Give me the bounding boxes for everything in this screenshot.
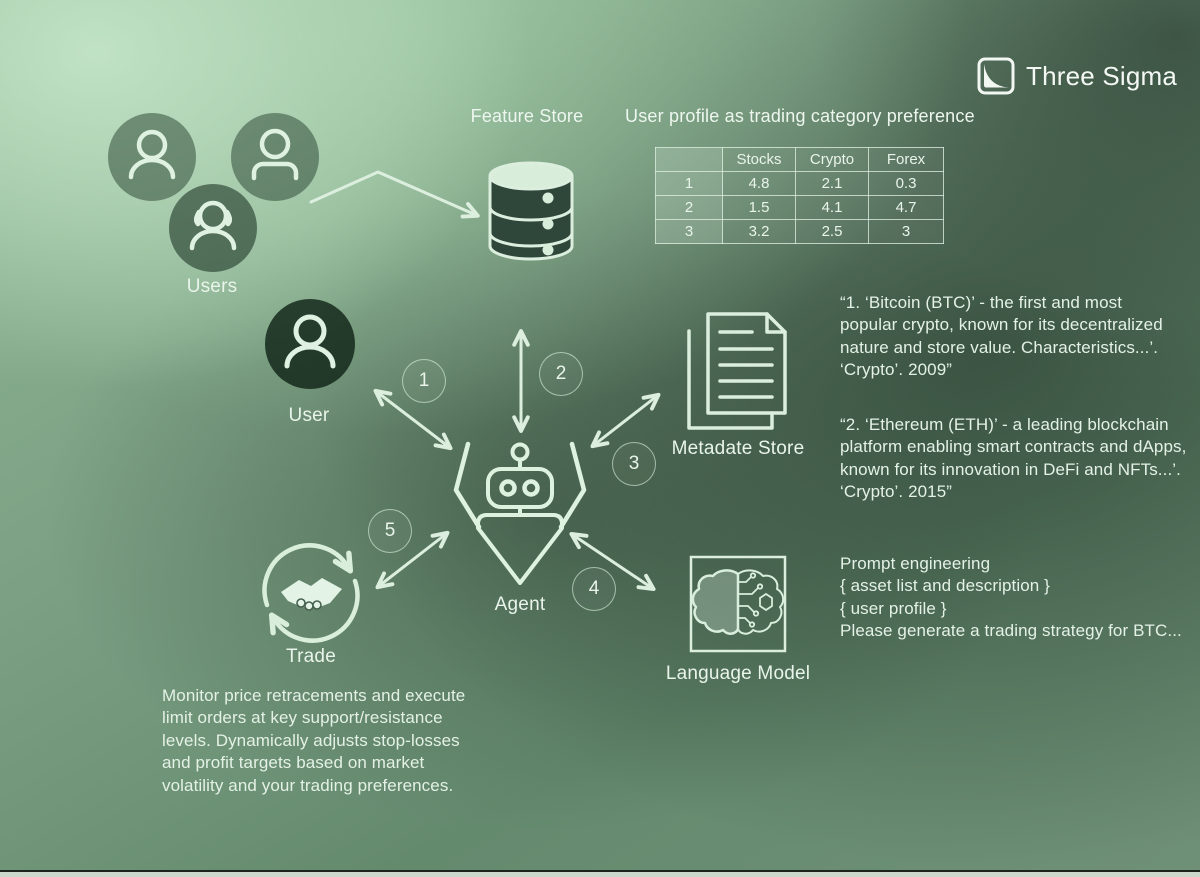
- user-label: User: [288, 405, 330, 426]
- step-circle-5: [368, 509, 412, 553]
- step-number: 3: [628, 453, 640, 474]
- table-header-row: [656, 148, 944, 172]
- annotation-prompt: [840, 553, 1188, 643]
- table-cell: 4.7: [869, 196, 944, 220]
- table-cell: 3: [656, 220, 723, 244]
- prompt-line: { user profile }: [840, 598, 947, 618]
- table-cell: 0.3: [869, 172, 944, 196]
- step-circle-2: [539, 352, 583, 396]
- trade-label: Trade: [286, 646, 336, 667]
- agent-label: Agent: [494, 594, 546, 615]
- users-icon: [95, 100, 330, 285]
- table-cell: 3.2: [723, 220, 796, 244]
- annotation-bitcoin: “1. ‘Bitcoin (BTC)’ - the first and most popular crypto, known for its decentralized nature and store value. Characteristics...’. ‘Crypto’. 2009”: [840, 293, 1163, 380]
- prompt-line: { asset list and description }: [840, 576, 1050, 596]
- annotation-strategy: Monitor price retracements and execute limit orders at key support/resistance levels. Dynamically adjusts stop-losses and profit targets based on market volatility and your trading preferences.: [162, 686, 466, 795]
- table-cell: 4.1: [796, 196, 869, 220]
- trade-handshake-icon: [255, 537, 367, 649]
- arrow-users-to-featurestore: [311, 172, 476, 215]
- table-header-cell: [656, 148, 723, 172]
- step-number: 1: [418, 370, 430, 391]
- table-cell: 2: [656, 196, 723, 220]
- table-cell: 4.8: [723, 172, 796, 196]
- step-number: 4: [588, 578, 600, 599]
- prompt-line: Prompt engineering: [840, 554, 991, 573]
- prompt-line: Please generate a trading strategy for BTC...: [840, 621, 1182, 641]
- users-label: Users: [186, 276, 238, 297]
- brand-logo: [976, 56, 1177, 96]
- three-sigma-logo-icon: [976, 56, 1016, 96]
- step-circle-1: [402, 359, 446, 403]
- table-cell: 3: [869, 220, 944, 244]
- metadata-store-label: Metadate Store: [671, 438, 805, 459]
- brand-name: Three Sigma: [1026, 60, 1178, 91]
- table-row: [656, 172, 944, 196]
- table-row: [656, 220, 944, 244]
- table-title: User profile as trading category preference: [625, 106, 975, 126]
- agent-robot-icon: [440, 435, 600, 595]
- database-icon: [480, 160, 585, 268]
- preference-table: [655, 147, 944, 244]
- step-number: 2: [555, 363, 567, 384]
- language-model-label: Language Model: [665, 663, 811, 684]
- step-circle-3: [612, 442, 656, 486]
- annotation-ethereum: “2. ‘Ethereum (ETH)’ - a leading blockchain platform enabling smart contracts and dApps, known for its innovation in DeFi and NFTs...’. ‘Crypto’. 2015”: [840, 415, 1187, 502]
- table-cell: 2.1: [796, 172, 869, 196]
- step-circle-4: [572, 567, 616, 611]
- table-header-cell: Crypto: [796, 148, 869, 172]
- table-row: [656, 196, 944, 220]
- documents-icon: [680, 305, 800, 435]
- table-header-cell: Stocks: [723, 148, 796, 172]
- user-icon: [258, 292, 362, 396]
- bottom-strip: [0, 870, 1200, 877]
- brain-icon: [688, 554, 788, 654]
- table-cell: 2.5: [796, 220, 869, 244]
- table-cell: 1.5: [723, 196, 796, 220]
- table-header-cell: Forex: [869, 148, 944, 172]
- step-number: 5: [384, 520, 396, 541]
- table-cell: 1: [656, 172, 723, 196]
- feature-store-label: Feature Store: [470, 106, 584, 126]
